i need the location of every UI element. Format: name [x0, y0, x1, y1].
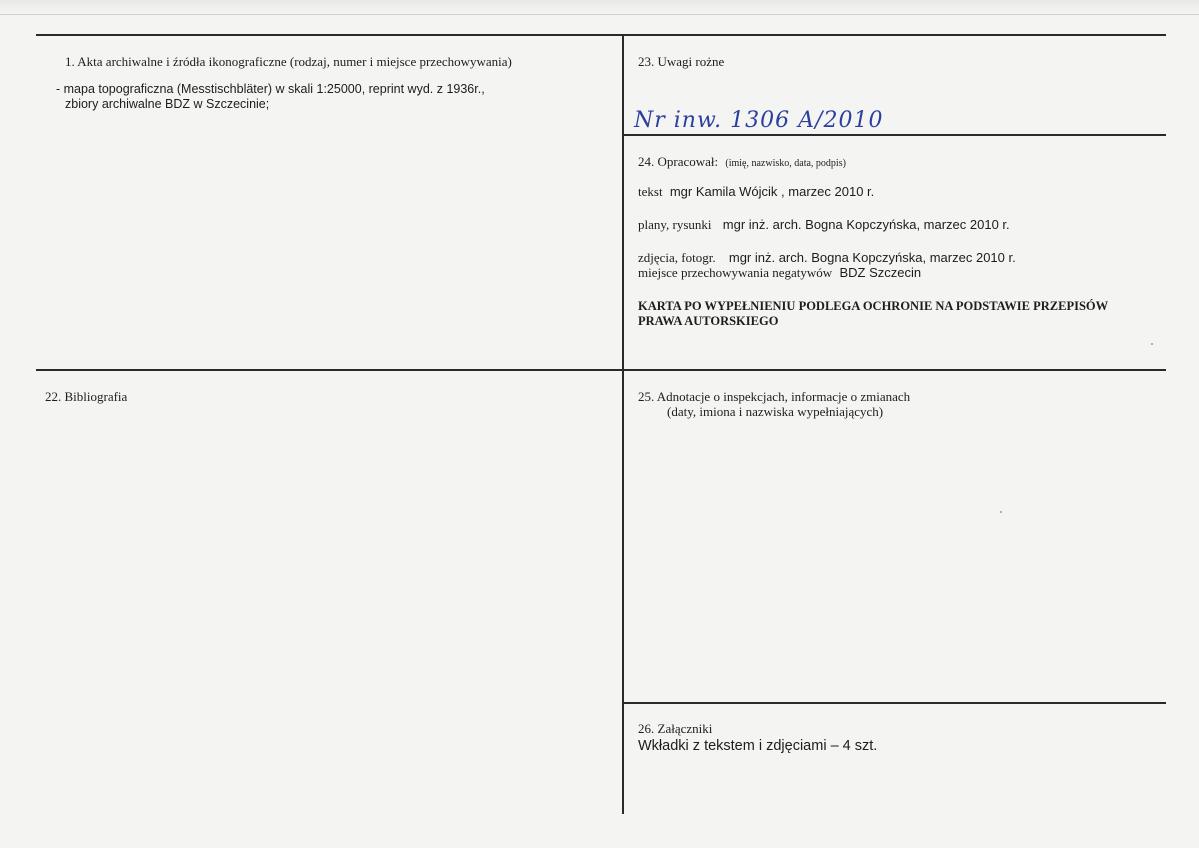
section-26-value: Wkładki z tekstem i zdjęciami – 4 szt. [638, 738, 878, 754]
photos-author-label: zdjęcia, fotogr. [638, 250, 716, 265]
divider-25-26 [624, 702, 1166, 704]
negatives-value: BDZ Szczecin [839, 265, 922, 280]
section-1-line-1: - mapa topograficzna (Messtischbläter) w skali 1:25000, reprint wyd. z 1936r., [56, 82, 485, 96]
section-24-note: (imię, nazwisko, data, podpis) [725, 158, 846, 169]
plans-author-label: plany, rysunki [638, 217, 712, 232]
section-24-heading [638, 154, 846, 170]
text-author-label: tekst [638, 184, 663, 199]
scan-speck [1000, 511, 1002, 513]
section-24-title: 24. Opracował: [638, 154, 719, 169]
section-26-heading: 26. Załączniki [638, 721, 713, 736]
section-25-heading: 25. Adnotacje o inspekcjach, informacje o zmianach [638, 389, 911, 404]
negatives-row [638, 265, 921, 281]
text-author-row [638, 184, 874, 200]
divider-23-24 [624, 134, 1166, 136]
section-1-line-2: zbiory archiwalne BDZ w Szczecinie; [65, 97, 270, 111]
scan-speck [1151, 343, 1153, 345]
photos-author-row [638, 250, 1016, 266]
top-border [36, 34, 1166, 36]
section-22-heading: 22. Bibliografia [45, 389, 128, 404]
negatives-label: miejsce przechowywania negatywów [638, 265, 833, 280]
section-25-subheading: (daty, imiona i nazwiska wypełniających) [667, 404, 884, 419]
middle-border [36, 369, 1166, 371]
section-23-heading: 23. Uwagi rożne [638, 54, 725, 69]
scan-top-edge [0, 0, 1199, 15]
plans-author-row [638, 217, 1010, 233]
plans-author-value: mgr inż. arch. Bogna Kopczyńska, marzec 2010 r. [722, 217, 1010, 232]
text-author-value: mgr Kamila Wójcik , marzec 2010 r. [669, 184, 875, 199]
copyright-notice-line-1: KARTA PO WYPEŁNIENIU PODLEGA OCHRONIE NA PODSTAWIE PRZEPISÓW [638, 299, 1109, 313]
handwritten-inventory-number: Nr inw. 1306 A/2010 [634, 108, 884, 133]
copyright-notice-line-2: PRAWA AUTORSKIEGO [638, 314, 779, 328]
center-divider [622, 34, 624, 814]
photos-author-value: mgr inż. arch. Bogna Kopczyńska, marzec 2010 r. [728, 250, 1016, 265]
section-1-heading: 1. Akta archiwalne i źródła ikonograficzne (rodzaj, numer i miejsce przechowywania) [65, 54, 512, 69]
